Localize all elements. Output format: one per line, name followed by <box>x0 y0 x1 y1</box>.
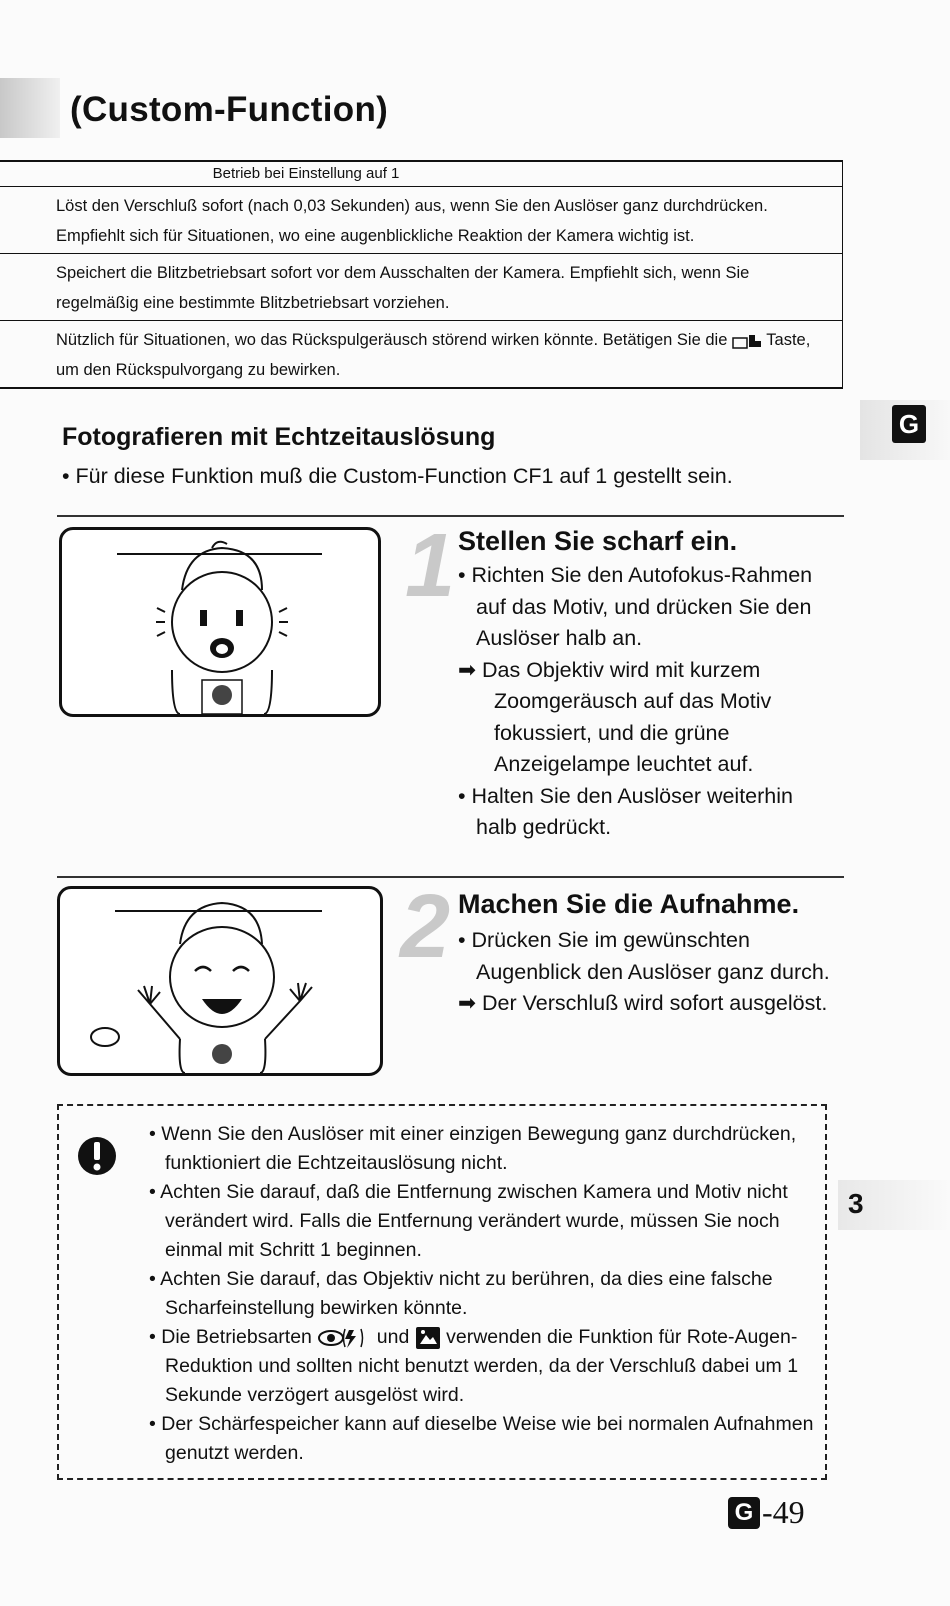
header-accent-bar <box>0 78 60 138</box>
baby-full-press-drawing <box>60 889 380 1073</box>
custom-function-table <box>0 160 843 389</box>
step-1-item: ➡ Das Objektiv wird mit kurzem Zoomgeräusch auf das Motiv fokussiert, und die grüne Anzeigelampe leuchtet auf. <box>458 657 772 776</box>
step-2-title: Machen Sie die Aufnahme. <box>458 889 800 919</box>
note-item-text: und <box>376 1326 410 1348</box>
table-row-text: Nützlich für Situationen, wo das Rückspulgeräusch störend wirken könnte. Betätigen Sie die <box>56 331 728 349</box>
baby-half-press-drawing <box>62 530 378 714</box>
table-row <box>0 321 842 387</box>
divider <box>57 876 844 878</box>
caution-notes-list <box>149 1120 815 1468</box>
step-1-item: • Halten Sie den Auslöser weiterhin halb gedrückt. <box>458 783 793 839</box>
page-number-value: -49 <box>762 1494 805 1530</box>
step-2-item: • Drücken Sie im gewünschten Augenblick den Auslöser ganz durch. <box>458 928 830 984</box>
page-title: (Custom-Function) <box>70 90 389 129</box>
note-item-text: verwenden die Funktion für Rote-Augen-Reduktion und sollten nicht benutzt werden, da der Verschluß dabei um 1 Sekunde verzögert ausgelöst wird. <box>165 1326 799 1406</box>
note-item: • Achten Sie darauf, das Objektiv nicht zu berühren, da dies eine falsche Scharfeinstellung bewirken könnte. <box>149 1268 773 1319</box>
table-row: Speichert die Blitzbetriebsart sofort vor dem Ausschalten der Kamera. Empfiehlt sich, wenn Sie regelmäßig eine bestimmte Blitzbetriebsart vorziehen. <box>0 254 842 321</box>
scene-mode-icon <box>415 1326 441 1350</box>
red-eye-flash-icon <box>317 1327 371 1349</box>
caution-notes-box <box>57 1104 827 1480</box>
step-1-illustration <box>59 527 381 717</box>
step-2-body <box>458 925 833 1020</box>
side-tab-g: G <box>892 405 926 443</box>
step-2-number: 2 <box>400 877 451 977</box>
rewind-button-icon <box>732 333 762 349</box>
page-prefix-badge: G <box>728 1497 760 1529</box>
table-header: Betrieb bei Einstellung auf 1 <box>0 162 842 187</box>
table-row-text: Taste, um den Rückspulvorgang zu bewirken. <box>56 331 811 379</box>
page-number <box>728 1494 805 1531</box>
note-item <box>149 1323 815 1410</box>
step-1-title: Stellen Sie scharf ein. <box>458 526 738 556</box>
step-1-item: • Richten Sie den Autofokus-Rahmen auf das Motiv, und drücken Sie den Auslöser halb an. <box>458 563 813 650</box>
caution-icon <box>77 1136 117 1176</box>
step-2-illustration <box>57 886 383 1076</box>
step-1-body <box>458 560 833 844</box>
note-item: • Achten Sie darauf, daß die Entfernung zwischen Kamera und Motiv nicht verändert wird. Falls die Entfernung verändert wurde, müssen Sie noch einmal mit Schritt 1 beginnen. <box>149 1181 788 1261</box>
step-2-item: ➡ Der Verschluß wird sofort ausgelöst. <box>458 991 828 1015</box>
section-intro: • Für diese Funktion muß die Custom-Function CF1 auf 1 gestellt sein. <box>62 464 733 488</box>
section-title: Fotografieren mit Echtzeitauslösung <box>62 423 496 451</box>
table-row: Löst den Verschluß sofort (nach 0,03 Sekunden) aus, wenn Sie den Auslöser ganz durchdrücken. Empfiehlt sich für Situationen, wo eine augenblickliche Reaktion der Kamera wichtig ist. <box>0 187 842 254</box>
step-1-number: 1 <box>405 516 456 616</box>
chapter-number: 3 <box>848 1188 864 1219</box>
note-item-text: • Die Betriebsarten <box>149 1326 312 1348</box>
note-item: • Der Schärfespeicher kann auf dieselbe Weise wie bei normalen Aufnahmen genutzt werden. <box>149 1413 814 1464</box>
note-item: • Wenn Sie den Auslöser mit einer einzigen Bewegung ganz durchdrücken, funktioniert die Echtzeitauslösung nicht. <box>149 1123 797 1174</box>
